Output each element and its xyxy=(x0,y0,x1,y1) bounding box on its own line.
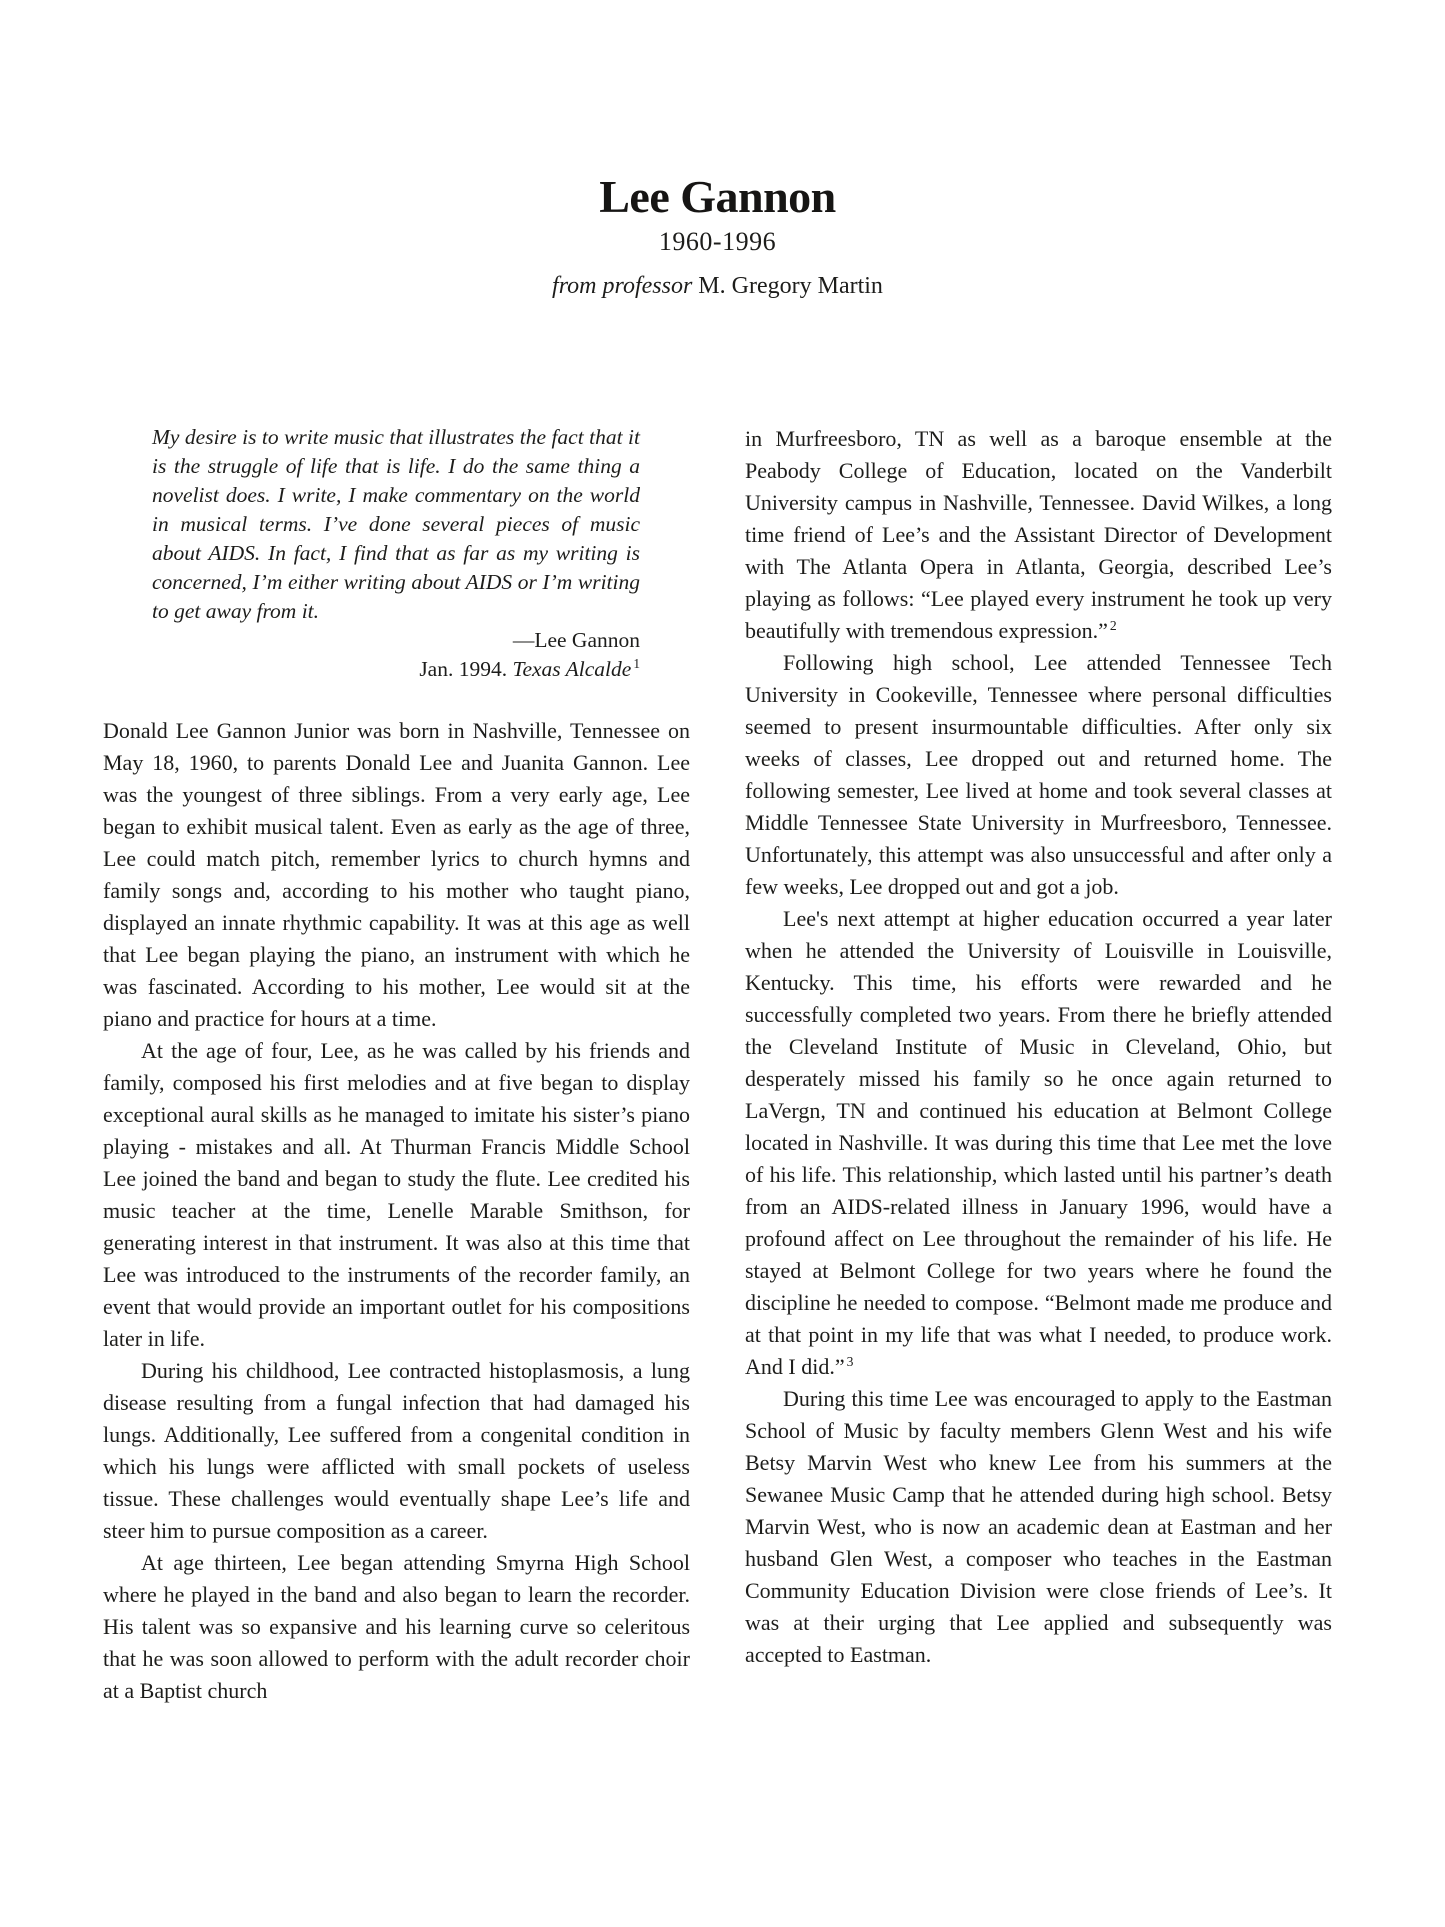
paragraph: At the age of four, Lee, as he was called by his friends and family, composed his first melodies and at five began to display exceptional aural skills as he managed to imitate his sister’s piano playing - mistakes and all. At Thurman Francis Middle School Lee joined the band and began to study the flute. Lee credited his music teacher at the time, Lenelle Marable Smithson, for generating interest in that instrument. It was also at this time that Lee was introduced to the instruments of the recorder family, an event that would provide an important outlet for his compositions later in life. xyxy=(103,1038,690,1351)
attribution-source xyxy=(103,655,640,684)
document-header xyxy=(103,170,1332,300)
life-dates: 1960-1996 xyxy=(658,227,777,256)
page-title: Lee Gannon xyxy=(599,171,836,222)
paragraph-text: Lee's next attempt at higher education occurred a year later when he attended the University of Louisville in Louisville, Kentucky. This time, his efforts were rewarded and he successfully completed two years. From there he briefly attended the Cleveland Institute of Music in Cleveland, Ohio, but desperately missed his family so he once again returned to LaVergn, TN and continued his education at Belmont College located in Nashville. It was during this time that Lee met the love of his life. This relationship, which lasted until his partner’s death from an AIDS-related illness in January 1996, would have a profound affect on Lee throughout the remainder of his life. He stayed at Belmont College for two years where he found the discipline he needed to compose. “Belmont made me produce and at that point in my life that was what I needed, to produce work. And I did.” xyxy=(745,906,1332,1379)
attribution-name: —Lee Gannon xyxy=(512,628,640,652)
footnote-marker-1: 1 xyxy=(633,655,640,671)
byline-name: M. Gregory Martin xyxy=(698,273,883,299)
footnote-marker-3: 3 xyxy=(846,1353,854,1369)
left-column-body xyxy=(103,715,690,1707)
paragraph: During his childhood, Lee contracted histoplasmosis, a lung disease resulting from a fungal infection that had damaged his lungs. Additionally, Lee suffered from a congenital condition in which his lungs were afflicted with small pockets of useless tissue. These challenges would eventually shape Lee’s life and steer him to pursue composition as a career. xyxy=(103,1358,690,1543)
paragraph: Following high school, Lee attended Tennessee Tech University in Cookeville, Tennessee where personal difficulties seemed to present insurmountable difficulties. After only six weeks of classes, Lee dropped out and returned home. The following semester, Lee lived at home and took several classes at Middle Tennessee State University in Murfreesboro, Tennessee. Unfortunately, this attempt was also unsuccessful and after only a few weeks, Lee dropped out and got a job. xyxy=(745,650,1332,899)
footnote-marker-2: 2 xyxy=(1109,617,1117,633)
left-column xyxy=(103,423,690,1707)
paragraph-text: in Murfreesboro, TN as well as a baroque ensemble at the Peabody College of Education, located on the Vanderbilt University campus in Nashville, Tennessee. David Wilkes, a long time friend of Lee’s and the Assistant Director of Development with The Atlanta Opera in Atlanta, Georgia, described Lee’s playing as follows: “Lee played every instrument he took up very beautifully with tremendous expression.” xyxy=(745,426,1332,643)
source-publication: Texas Alcalde xyxy=(512,657,632,681)
epigraph-attribution xyxy=(103,626,640,684)
paragraph: During this time Lee was encouraged to apply to the Eastman School of Music by faculty members Glenn West and his wife Betsy Marvin West who knew Lee from his summers at the Sewanee Music Camp that he attended during high school. Betsy Marvin West, who is now an academic dean at Eastman and her husband Glen West, a composer who teaches in the Eastman Community Education Division were close friends of Lee’s. It was at their urging that Lee applied and subsequently was accepted to Eastman. xyxy=(745,1386,1332,1667)
paragraph: At age thirteen, Lee began attending Smyrna High School where he played in the band and also began to learn the recorder. His talent was so expansive and his learning curve so celeritous that he was soon allowed to perform with the adult recorder choir at a Baptist church xyxy=(103,1550,690,1703)
right-column-body xyxy=(745,423,1332,1671)
paragraph: Donald Lee Gannon Junior was born in Nashville, Tennessee on May 18, 1960, to parents Donald Lee and Juanita Gannon. Lee was the youngest of three siblings. From a very early age, Lee began to exhibit musical talent. Even as early as the age of three, Lee could match pitch, remember lyrics to church hymns and family songs and, according to his mother who taught piano, displayed an innate rhythmic capability. It was at this age as well that Lee began playing the piano, an instrument with which he was fascinated. According to his mother, Lee would sit at the piano and practice for hours at a time. xyxy=(103,718,690,1031)
two-column-layout xyxy=(103,423,1332,1707)
byline xyxy=(103,273,1332,300)
right-column xyxy=(745,423,1332,1707)
source-date: Jan. 1994. xyxy=(419,657,508,681)
paragraph xyxy=(745,423,1332,647)
paragraph xyxy=(745,903,1332,1383)
byline-prefix: from professor xyxy=(552,273,693,299)
epigraph-quote: My desire is to write music that illustrates the fact that it is the struggle of life that is life. I do the same thing a novelist does. I write, I make commentary on the world in musical terms. I’ve done several pieces of music about AIDS. In fact, I find that as far as my writing is concerned, I’m either writing about AIDS or I’m writing to get away from it. xyxy=(152,425,640,623)
